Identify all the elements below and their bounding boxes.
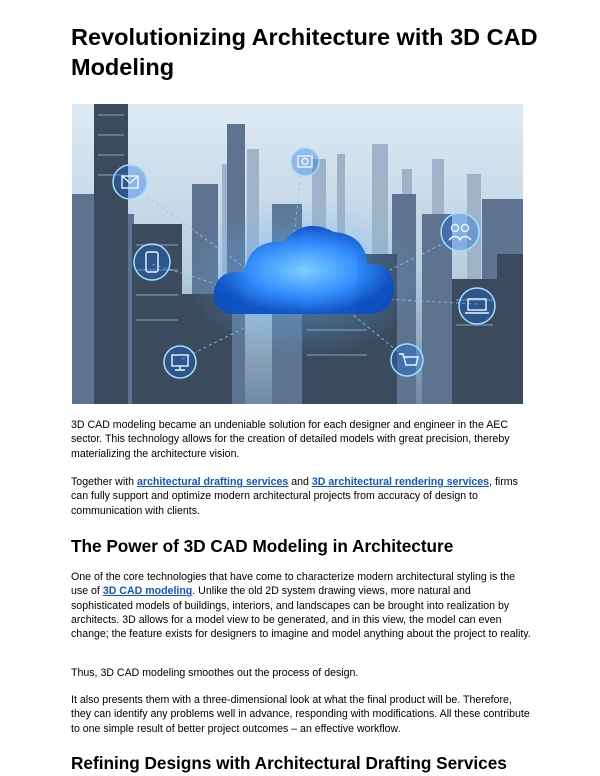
3d-cad-modeling-link[interactable]: 3D CAD modeling (102, 585, 193, 598)
smoothes-paragraph: Thus, 3D CAD modeling smoothes out the process of design. (71, 667, 359, 679)
intro-paragraph: 3D CAD modeling became an undeniable solution for each designer and engineer in the AEC sector. This technology allows for the creation of detailed models with great precision, thereby materializing the architecture vision. (71, 419, 510, 460)
section-heading-power: The Power of 3D CAD Modeling in Architecture (71, 536, 454, 556)
power-paragraph: One of the core technologies that have come to characterize modern architectural styling is the use of 3D CAD modeling. Unlike the old 2D system drawing views, more natural and sophisticated models of buildings, interiors, and landscapes can be brought into realization by architects. 3D allows for a model view to be generated, and in this view, the model can even change; the feature exists for designers to imagine and model anything about the project to reality. (71, 571, 531, 641)
architectural-rendering-services-link[interactable]: 3D architectural rendering services (311, 476, 490, 488)
hero-image (72, 104, 523, 404)
services-paragraph: Together with architectural drafting services and 3D architectural rendering services, firms can fully support and optimize modern architectural projects from accuracy of design to communication with clients. (71, 476, 518, 517)
article-title: Revolutionizing Architecture with 3D CAD Modeling (71, 24, 538, 80)
architectural-drafting-services-link[interactable]: architectural drafting services (136, 476, 289, 488)
workflow-paragraph: It also presents them with a three-dimensional look at what the final product will be. Therefore, they can identify any problems well in advance, responding with modifications. All these contribute to one simple result of better project outcomes – an effective workflow. (71, 694, 530, 735)
section-heading-refining: Refining Designs with Architectural Drafting Services (71, 753, 507, 773)
